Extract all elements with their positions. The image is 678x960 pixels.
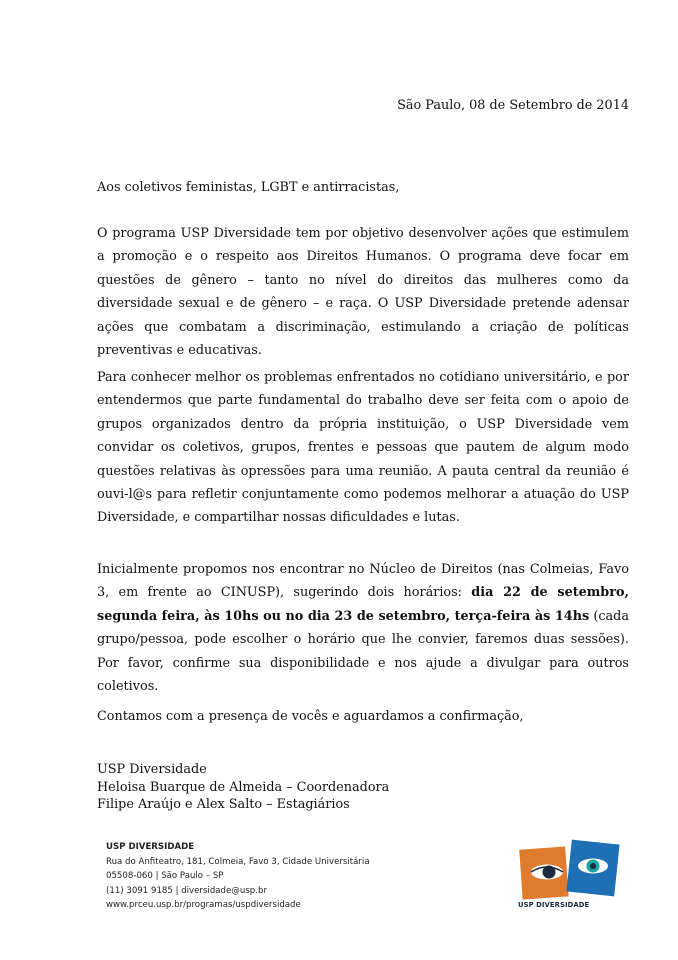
footer-postal: 05508-060 | São Paulo – SP (106, 871, 224, 882)
paragraph-program-objective: O programa USP Diversidade tem por objetivo desenvolver ações que estimulem a promoção e o respeito aos Direitos Humanos. O programa deve focar em questões de gênero – tanto no nível do direitos das mulheres como da diversidade sexual e de gênero – e raça. O USP Diversidade pretende adensar ações que combatam a discriminação, estimulando a criação de políticas preventivas e educativas. (97, 226, 629, 359)
paragraph-invitation: Para conhecer melhor os problemas enfrentados no cotidiano universitário, e por entendermos que parte fundamental do trabalho deve ser feita com o apoio de grupos organizados dentro da própria instituição, o USP Diversidade vem convidar os coletivos, grupos, frentes e pessoas que pautem de algum modo questões relativas às opressões para uma reunião. A pauta central da reunião é ouvi-l@s para refletir conjuntamente como podemos melhorar a atuação do USP Diversidade, e compartilhar nossas dificuldades e lutas. (97, 370, 629, 526)
logo-left-eye-icon (531, 865, 563, 880)
footer-org-name: USP DIVERSIDADE (106, 842, 195, 852)
date-line: São Paulo, 08 de Setembro de 2014 (397, 98, 629, 113)
footer-contact-block (106, 840, 370, 913)
closing-line: Contamos com a presença de vocês e aguardamos a confirmação, (97, 709, 524, 724)
footer-contact: (11) 3091 9185 | diversidade@usp.br (106, 885, 267, 896)
paragraph-meeting-schedule (97, 558, 629, 698)
schedule-intro: Inicialmente propomos nos encontrar no Núcleo de Direitos (nas Colmeias, Favo 3, em frente ao CINUSP), sugerindo dois horários: (97, 562, 629, 601)
logo-text: USP DIVERSIDADE (518, 901, 590, 909)
signature-coordinator: Heloisa Buarque de Almeida – Coordenadora (97, 779, 390, 795)
footer-address: Rua do Anfiteatro, 181, Colmeia, Favo 3, Cidade Universitária (106, 856, 370, 867)
footer-website: www.prceu.usp.br/programas/uspdiversidade (106, 900, 301, 911)
schedule-dates: dia 22 de setembro, segunda feira, às 10hs ou no dia 23 de setembro, terça-feira às 14hs (97, 585, 629, 624)
signature-org: USP Diversidade (97, 762, 207, 777)
logo-right-eye-icon (578, 859, 608, 874)
signature-block (97, 761, 389, 814)
salutation: Aos coletivos feministas, LGBT e antirracistas, (97, 180, 400, 195)
schedule-details: (cada grupo/pessoa, pode escolher o horário que lhe convier, faremos duas sessões). Por favor, confirme sua disponibilidade e nos ajude a divulgar para outros coletivos. (97, 608, 629, 695)
signature-interns: Filipe Araújo e Alex Salto – Estagiários (97, 797, 350, 812)
